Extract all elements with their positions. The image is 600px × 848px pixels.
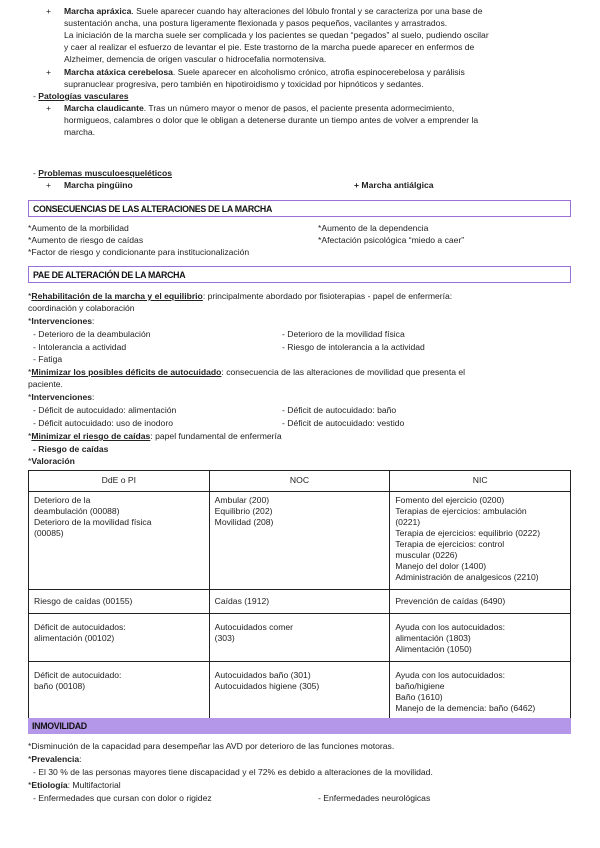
intervenciones-label: *Intervenciones: bbox=[28, 392, 95, 402]
header-dde: DdE o PI bbox=[29, 471, 210, 492]
consecuencia-item: *Factor de riesgo y condicionante para institucionalización bbox=[28, 247, 250, 257]
etiologia-item: - Enfermedades neurológicas bbox=[318, 793, 431, 803]
cell-noc: Autocuidados comer (303) bbox=[209, 614, 390, 662]
valoracion-label: *Valoración bbox=[28, 456, 75, 466]
intervenciones-label: *Intervenciones: bbox=[28, 316, 95, 326]
marcha-claudicante: Marcha claudicante. Tras un número mayor o menor de pasos, el paciente presenta adormecimiento, bbox=[64, 103, 455, 113]
cell-dde: Déficit de autocuidado: baño (00108) bbox=[29, 662, 210, 722]
text-line: Alzheimer, demencia de origen vascular o hidrocefalia normotensiva. bbox=[64, 54, 327, 64]
etiologia-label: *Etiología: Multifactorial bbox=[28, 780, 121, 790]
marcha-apraxica: Marcha apráxica. Suele aparecer cuando hay alteraciones del lóbulo frontal y se caracteriza por una base de bbox=[64, 6, 483, 16]
etiologia-item: - Enfermedades que cursan con dolor o rigidez bbox=[33, 793, 212, 803]
cell-nic: Ayuda con los autocuidados: alimentación (1803) Alimentación (1050) bbox=[390, 614, 571, 662]
text-line: coordinación y colaboración bbox=[28, 303, 135, 313]
text-line: paciente. bbox=[28, 379, 63, 389]
header-noc: NOC bbox=[209, 471, 390, 492]
bullet: + bbox=[46, 6, 52, 16]
problemas-musculo: - Problemas musculoesqueléticos bbox=[33, 168, 172, 178]
cell-nic: Prevención de caídas (6490) bbox=[390, 590, 571, 614]
intervencion-item: - Déficit de autocuidado: vestido bbox=[282, 418, 405, 428]
header-nic: NIC bbox=[390, 471, 571, 492]
intervencion-item: - Deterioro de la movilidad física bbox=[282, 329, 405, 339]
prevalencia-label: *Prevalencia: bbox=[28, 754, 82, 764]
intervencion-item: - Fatiga bbox=[33, 354, 63, 364]
rehab-line: *Rehabilitación de la marcha y el equilibrio: principalmente abordado por fisioterapias - papel de enfermería: bbox=[28, 291, 453, 301]
marcha-ataxica: Marcha atáxica cerebelosa. Suele aparecer en alcoholismo crónico, atrofia espinocerebelosa y parálisis bbox=[64, 67, 465, 77]
riesgo-caidas: - Riesgo de caídas bbox=[33, 444, 109, 454]
consecuencia-item: *Aumento de la morbilidad bbox=[28, 223, 129, 233]
marcha-pinguino: Marcha pingüino bbox=[64, 180, 133, 190]
consecuencia-item: *Aumento de la dependencia bbox=[318, 223, 429, 233]
text-line: y caer al realizar el esfuerzo de levantar el pie. Este trastorno de la marcha puede aparecer en enfermos de bbox=[64, 42, 475, 52]
cell-nic: Ayuda con los autocuidados: baño/higiene Baño (1610) Manejo de la demencia: baño (6462) bbox=[390, 662, 571, 722]
table-row bbox=[29, 492, 571, 590]
marcha-antialgica: + Marcha antiálgica bbox=[354, 180, 434, 190]
text-line: hormigueos, calambres o dolor que le obligan a detenerse durante un tiempo antes de volver a emprender la bbox=[64, 115, 479, 125]
cell-dde: Riesgo de caídas (00155) bbox=[29, 590, 210, 614]
table-row bbox=[29, 614, 571, 662]
intervencion-item: - Deterioro de la deambulación bbox=[33, 329, 151, 339]
intervencion-item: - Déficit de autocuidado: alimentación bbox=[33, 405, 177, 415]
table-row bbox=[29, 590, 571, 614]
bullet: + bbox=[46, 67, 52, 77]
cell-dde: Deterioro de la deambulación (00088) Deterioro de la movilidad física (00085) bbox=[29, 492, 210, 590]
autocuidado-line: *Minimizar los posibles déficits de autocuidado: consecuencia de las alteraciones de movilidad que presenta el bbox=[28, 367, 466, 377]
section-header-inmovilidad: INMOVILIDAD bbox=[28, 718, 571, 734]
text-line: *Disminución de la capacidad para desempeñar las AVD por deterioro de las funciones motoras. bbox=[28, 741, 395, 751]
intervencion-item: - Déficit autocuidado: uso de inodoro bbox=[33, 418, 173, 428]
consecuencia-item: *Aumento de riesgo de caídas bbox=[28, 235, 144, 245]
valoracion-table bbox=[28, 470, 571, 722]
cell-noc: Ambular (200) Equilibrio (202) Movilidad (208) bbox=[209, 492, 390, 590]
bullet: + bbox=[46, 180, 52, 190]
intervencion-item: - Déficit de autocuidado: baño bbox=[282, 405, 397, 415]
bullet: + bbox=[46, 103, 52, 113]
patologias-vasculares: - Patologías vasculares bbox=[33, 91, 129, 101]
text-line: marcha. bbox=[64, 127, 96, 137]
consecuencia-item: *Afectación psicológica “miedo a caer” bbox=[318, 235, 465, 245]
text-line: sustentación ancha, una postura ligeramente flexionada y pasos pequeños, vacilantes y arrastrados. bbox=[64, 18, 448, 28]
cell-noc: Caídas (1912) bbox=[209, 590, 390, 614]
cell-dde: Déficit de autocuidados: alimentación (00102) bbox=[29, 614, 210, 662]
intervencion-item: - Riesgo de intolerancia a la actividad bbox=[282, 342, 425, 352]
section-header-pae: PAE DE ALTERACIÓN DE LA MARCHA bbox=[28, 266, 571, 283]
text-line: supranuclear progresiva, pero también en hipotiroidismo y toxicidad por hipnóticos y sedantes. bbox=[64, 79, 424, 89]
section-header-consecuencias: CONSECUENCIAS DE LAS ALTERACIONES DE LA MARCHA bbox=[28, 200, 571, 217]
text-line: - El 30 % de las personas mayores tiene discapacidad y el 72% es debido a alteraciones de la movilidad. bbox=[33, 767, 433, 777]
table-header-row bbox=[29, 471, 571, 492]
text-line: La iniciación de la marcha suele ser complicada y los pacientes se quedan “pegados” al suelo, pudiendo oscilar bbox=[64, 30, 489, 40]
table-row bbox=[29, 662, 571, 722]
caidas-line: *Minimizar el riesgo de caídas: papel fundamental de enfermería bbox=[28, 431, 282, 441]
cell-noc: Autocuidados baño (301) Autocuidados higiene (305) bbox=[209, 662, 390, 722]
cell-nic: Fomento del ejercicio (0200) Terapias de ejercicios: ambulación (0221) Terapia de ejercicios: equilibrio (0222) Terapia de ejercicios: control muscular (0226) Manejo del dolor (1400) Administración de analgesicos (2210) bbox=[390, 492, 571, 590]
intervencion-item: - Intolerancia a actividad bbox=[33, 342, 127, 352]
